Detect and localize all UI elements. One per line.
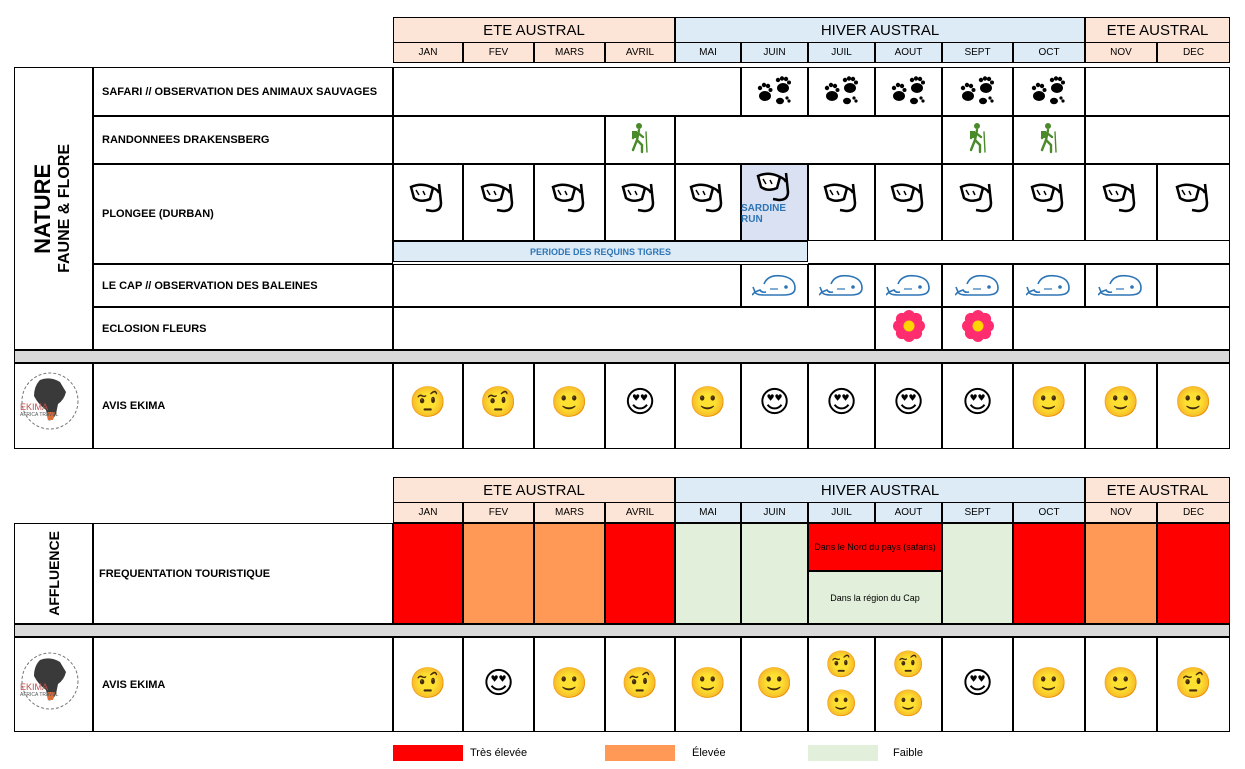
t2-avis-rating <box>822 647 862 683</box>
t2-frequentation-cell-very-high <box>605 523 675 624</box>
t1-separator-band <box>14 350 1230 363</box>
t2-frequentation-cell-low <box>741 523 808 624</box>
t2-month-header: SEPT <box>942 502 1013 523</box>
t1-avis-rating-emoji: 😍 <box>825 385 858 420</box>
t2-month-header: OCT <box>1013 502 1085 523</box>
t2-frequentation-cell-low <box>942 523 1013 624</box>
t1-avis-rating <box>550 385 590 421</box>
t1-season-header: ETE AUSTRAL <box>1085 17 1230 42</box>
t2-avis-rating-emoji: 🙂 <box>689 666 727 701</box>
t2-season-header: ETE AUSTRAL <box>1085 477 1230 502</box>
diving-mask-icon <box>1174 181 1214 215</box>
paw-print-icon <box>959 76 997 106</box>
t1-avis-rating <box>479 385 519 421</box>
diving-mask-icon <box>620 181 660 215</box>
t1-row-label-whales: LE CAP // OBSERVATION DES BALEINES <box>93 264 393 307</box>
t1-month-header: DEC <box>1157 42 1230 63</box>
t1-avis-rating-emoji: 😍 <box>758 385 791 420</box>
t1-avis-rating <box>408 385 448 421</box>
whale-icon <box>819 270 865 300</box>
diving-mask-icon <box>688 181 728 215</box>
t2-avis-rating <box>550 666 590 702</box>
legend-swatch <box>808 745 878 761</box>
flower-icon <box>890 309 928 343</box>
diving-mask-icon <box>889 181 929 215</box>
t1-diving-empty-cell <box>808 241 1230 264</box>
t2-logo-subtext: AFRICA TRAVEL <box>20 692 59 698</box>
t1-avis-rating-emoji: 🤨 <box>409 385 447 420</box>
hiker-icon <box>1038 122 1060 154</box>
t2-avis-rating <box>1029 666 1069 702</box>
t1-section-sub: FAUNE & FLORE <box>55 144 73 273</box>
t2-row-label-frequentation: FREQUENTATION TOURISTIQUE <box>93 523 393 624</box>
t2-section-label <box>14 523 93 624</box>
t2-section-title: AFFLUENCE <box>45 531 62 616</box>
t2-avis-rating <box>1174 666 1214 702</box>
t2-avis-rating <box>408 666 448 702</box>
t2-season-header: HIVER AUSTRAL <box>675 477 1085 502</box>
t2-month-header: NOV <box>1085 502 1157 523</box>
t2-month-header: JUIL <box>808 502 875 523</box>
t1-avis-rating <box>1174 385 1214 421</box>
t1-avis-rating <box>1101 385 1141 421</box>
t1-month-header: OCT <box>1013 42 1085 63</box>
t1-month-header: JAN <box>393 42 463 63</box>
hiker-icon <box>967 122 989 154</box>
t1-month-header: JUIN <box>741 42 808 63</box>
t1-safari-empty-cell <box>1085 67 1230 116</box>
t2-avis-rating <box>958 666 998 702</box>
t2-avis-rating-emoji: 🙂 <box>550 666 589 701</box>
whale-icon <box>886 270 932 300</box>
hiker-icon <box>629 122 651 154</box>
t2-month-header: MAI <box>675 502 741 523</box>
t1-avis-rating-emoji: 🤨 <box>479 385 518 420</box>
t2-month-header: AVRIL <box>605 502 675 523</box>
t2-avis-rating-emoji: 🤨 <box>892 650 925 680</box>
t2-avis-rating-emoji: 🙂 <box>1102 666 1140 701</box>
t1-hiking-empty-cell <box>675 116 942 164</box>
t1-row-label-flowers: ECLOSION FLEURS <box>93 307 393 350</box>
diving-mask-icon <box>1029 181 1069 215</box>
t1-avis-rating-emoji: 🙂 <box>1030 385 1068 420</box>
t1-flowers-empty-cell <box>1013 307 1230 350</box>
t1-season-header: ETE AUSTRAL <box>393 17 675 42</box>
paw-print-icon <box>890 76 928 106</box>
t1-flowers-empty-cell <box>393 307 875 350</box>
t1-month-header: JUIL <box>808 42 875 63</box>
t2-avis-rating-second-emoji: 🙂 <box>892 689 925 719</box>
diving-mask-icon <box>479 181 519 215</box>
t2-row-label-avis: AVIS EKIMA <box>93 637 393 732</box>
t2-frequentation-cell-high <box>534 523 605 624</box>
legend-swatch <box>605 745 675 761</box>
t2-avis-rating-second <box>889 686 929 722</box>
t2-avis-rating-emoji: 🙂 <box>1030 666 1068 701</box>
flower-icon <box>959 309 997 343</box>
paw-print-icon <box>1030 76 1068 106</box>
t1-safari-empty-cell <box>393 67 741 116</box>
t1-avis-rating <box>688 385 728 421</box>
diving-mask-icon <box>822 181 862 215</box>
t1-avis-rating-emoji: 🙂 <box>1102 385 1140 420</box>
whale-icon <box>1026 270 1072 300</box>
whale-icon <box>955 270 1001 300</box>
t1-section-title <box>29 144 76 273</box>
t1-row-label-hiking: RANDONNEES DRAKENSBERG <box>93 116 393 164</box>
t2-avis-rating <box>688 666 728 702</box>
legend-label: Faible <box>893 747 923 759</box>
t2-month-header: JAN <box>393 502 463 523</box>
t2-avis-rating-emoji: 🤨 <box>621 666 659 701</box>
t1-avis-rating-emoji: 😍 <box>624 385 656 420</box>
t2-ekima-logo <box>20 650 80 712</box>
t1-logo-text: EKIMA <box>20 402 49 412</box>
t1-avis-rating <box>822 385 862 421</box>
t1-ekima-logo <box>20 370 80 432</box>
t2-avis-rating-emoji: 😍 <box>482 666 515 701</box>
t2-avis-rating <box>889 647 929 683</box>
t1-avis-rating-emoji: 😍 <box>961 385 994 420</box>
t1-hiking-empty-cell <box>393 116 605 164</box>
t2-avis-rating-second-emoji: 🙂 <box>825 689 858 719</box>
t1-avis-rating-emoji: 🙂 <box>689 385 727 420</box>
t2-month-header: JUIN <box>741 502 808 523</box>
t1-month-header: NOV <box>1085 42 1157 63</box>
diving-mask-icon <box>408 181 448 215</box>
whale-icon <box>752 270 798 300</box>
t1-avis-rating-emoji: 🙂 <box>1174 385 1213 420</box>
t1-avis-rating-emoji: 😍 <box>892 385 925 420</box>
t2-avis-rating <box>620 666 660 702</box>
t1-logo-subtext: AFRICA TRAVEL <box>20 412 59 418</box>
t1-row-label-safari: SAFARI // OBSERVATION DES ANIMAUX SAUVAGES <box>93 67 393 116</box>
t2-avis-rating <box>1101 666 1141 702</box>
t2-frequentation-cell-very-high <box>393 523 463 624</box>
t2-avis-rating <box>479 666 519 702</box>
t1-row-label-diving: PLONGEE (DURBAN) <box>93 164 393 264</box>
legend-swatch <box>393 745 463 761</box>
t1-section-label <box>14 67 93 350</box>
legend-label: Élevée <box>692 747 726 759</box>
t1-season-header: HIVER AUSTRAL <box>675 17 1085 42</box>
diving-mask-icon <box>958 181 998 215</box>
t2-avis-rating-emoji: 🤨 <box>825 650 858 680</box>
t1-sardine-run-label: SARDINE RUN <box>741 203 787 225</box>
t2-avis-rating-emoji: 🙂 <box>755 666 794 701</box>
diving-mask-icon <box>1101 181 1141 215</box>
t2-month-header: AOUT <box>875 502 942 523</box>
t1-month-header: FEV <box>463 42 534 63</box>
t2-logo-text: EKIMA <box>20 682 49 692</box>
t1-avis-rating <box>620 385 660 421</box>
t2-avis-rating-emoji: 🤨 <box>409 666 447 701</box>
t2-month-header: DEC <box>1157 502 1230 523</box>
t1-section-main: NATURE <box>29 163 55 254</box>
t2-month-header: FEV <box>463 502 534 523</box>
t2-frequentation-cell-low <box>675 523 741 624</box>
t1-month-header: MAI <box>675 42 741 63</box>
t1-tiger-shark-band: PERIODE DES REQUINS TIGRES <box>393 241 808 262</box>
t1-avis-rating <box>889 385 929 421</box>
t1-avis-rating <box>1029 385 1069 421</box>
t1-whales-empty-cell <box>1157 264 1230 307</box>
t1-whales-empty-cell <box>393 264 741 307</box>
t2-avis-rating-second <box>822 686 862 722</box>
diving-mask-icon <box>550 181 590 215</box>
t1-avis-rating <box>958 385 998 421</box>
legend-label: Très élevée <box>470 747 528 759</box>
paw-print-icon <box>823 76 861 106</box>
t2-avis-rating <box>755 666 795 702</box>
t2-avis-rating-emoji: 😍 <box>961 666 994 701</box>
diving-mask-icon <box>755 170 795 204</box>
t2-separator-band <box>14 624 1230 637</box>
t2-frequentation-cell-high <box>463 523 534 624</box>
t2-frequentation-cell-high <box>1085 523 1157 624</box>
t2-month-header: MARS <box>534 502 605 523</box>
t1-month-header: AOUT <box>875 42 942 63</box>
paw-print-icon <box>756 76 794 106</box>
t2-juil-aout-north-cell: Dans le Nord du pays (safaris) <box>808 523 942 571</box>
t1-month-header: SEPT <box>942 42 1013 63</box>
t1-month-header: MARS <box>534 42 605 63</box>
t1-avis-rating <box>755 385 795 421</box>
t2-frequentation-cell-very-high <box>1013 523 1085 624</box>
t2-frequentation-cell-very-high <box>1157 523 1230 624</box>
t2-juil-aout-cape-cell: Dans la région du Cap <box>808 571 942 624</box>
t1-row-label-avis: AVIS EKIMA <box>93 363 393 449</box>
t2-avis-rating-emoji: 🤨 <box>1174 666 1213 701</box>
t1-hiking-empty-cell <box>1085 116 1230 164</box>
whale-icon <box>1098 270 1144 300</box>
t1-avis-rating-emoji: 🙂 <box>550 385 589 420</box>
t1-month-header: AVRIL <box>605 42 675 63</box>
t2-season-header: ETE AUSTRAL <box>393 477 675 502</box>
